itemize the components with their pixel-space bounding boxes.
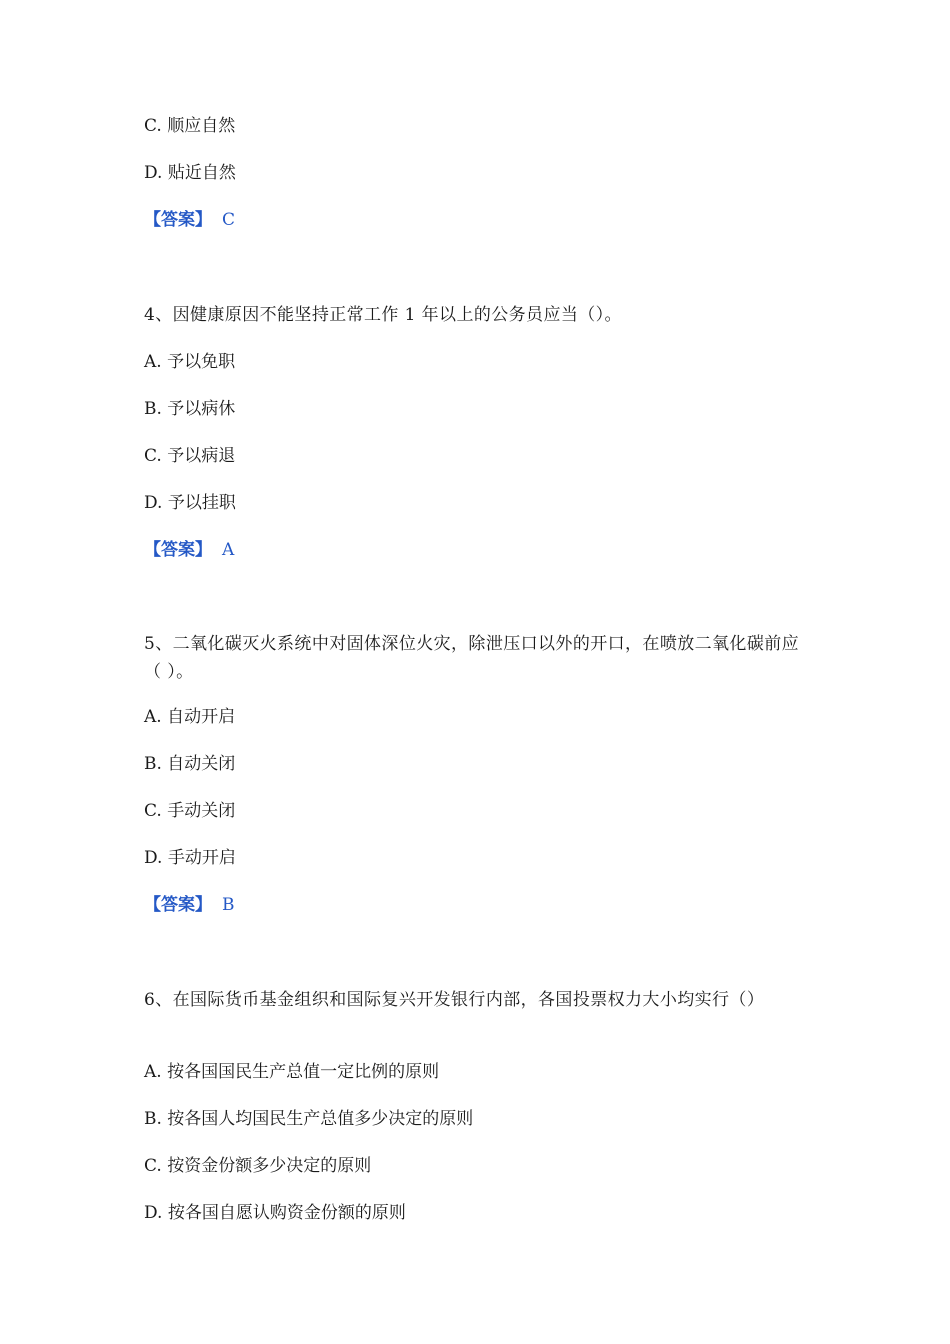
answer-tag: 【答案】 (144, 210, 212, 230)
q5-option-d: D. 手动开启 (144, 848, 236, 868)
q6-option-b: B. 按各国人均国民生产总值多少决定的原则 (144, 1109, 474, 1129)
answer-tag: 【答案】 (144, 540, 212, 560)
q4-option-c: C. 予以病退 (144, 446, 236, 466)
answer-tag: 【答案】 (144, 895, 212, 915)
answer-value: A (222, 540, 235, 560)
q4-answer (144, 540, 234, 560)
q3-option-c: C. 顺应自然 (144, 116, 236, 136)
q4-option-d: D. 予以挂职 (144, 493, 236, 513)
q4-stem: 4、因健康原因不能坚持正常工作 1 年以上的公务员应当（）。 (144, 305, 622, 325)
q5-option-b: B. 自动关闭 (144, 754, 236, 774)
q4-option-a: A. 予以免职 (144, 352, 236, 372)
q3-option-d: D. 贴近自然 (144, 163, 236, 183)
q5-option-a: A. 自动开启 (144, 707, 236, 727)
answer-value: B (222, 895, 235, 915)
answer-value: C (222, 210, 236, 230)
q6-stem: 6、在国际货币基金组织和国际复兴开发银行内部，各国投票权力大小均实行（） (144, 990, 765, 1010)
q5-option-c: C. 手动关闭 (144, 801, 236, 821)
q5-answer (144, 895, 235, 915)
q3-answer (144, 210, 235, 230)
q6-option-a: A. 按各国国民生产总值一定比例的原则 (144, 1062, 440, 1082)
q4-option-b: B. 予以病休 (144, 399, 236, 419)
q6-option-d: D. 按各国自愿认购资金份额的原则 (144, 1203, 406, 1223)
q5-stem: 5、二氧化碳灭火系统中对固体深位火灾，除泄压口以外的开口，在喷放二氧化碳前应（ ）。 (144, 634, 800, 682)
q6-option-c: C. 按资金份额多少决定的原则 (144, 1156, 372, 1176)
